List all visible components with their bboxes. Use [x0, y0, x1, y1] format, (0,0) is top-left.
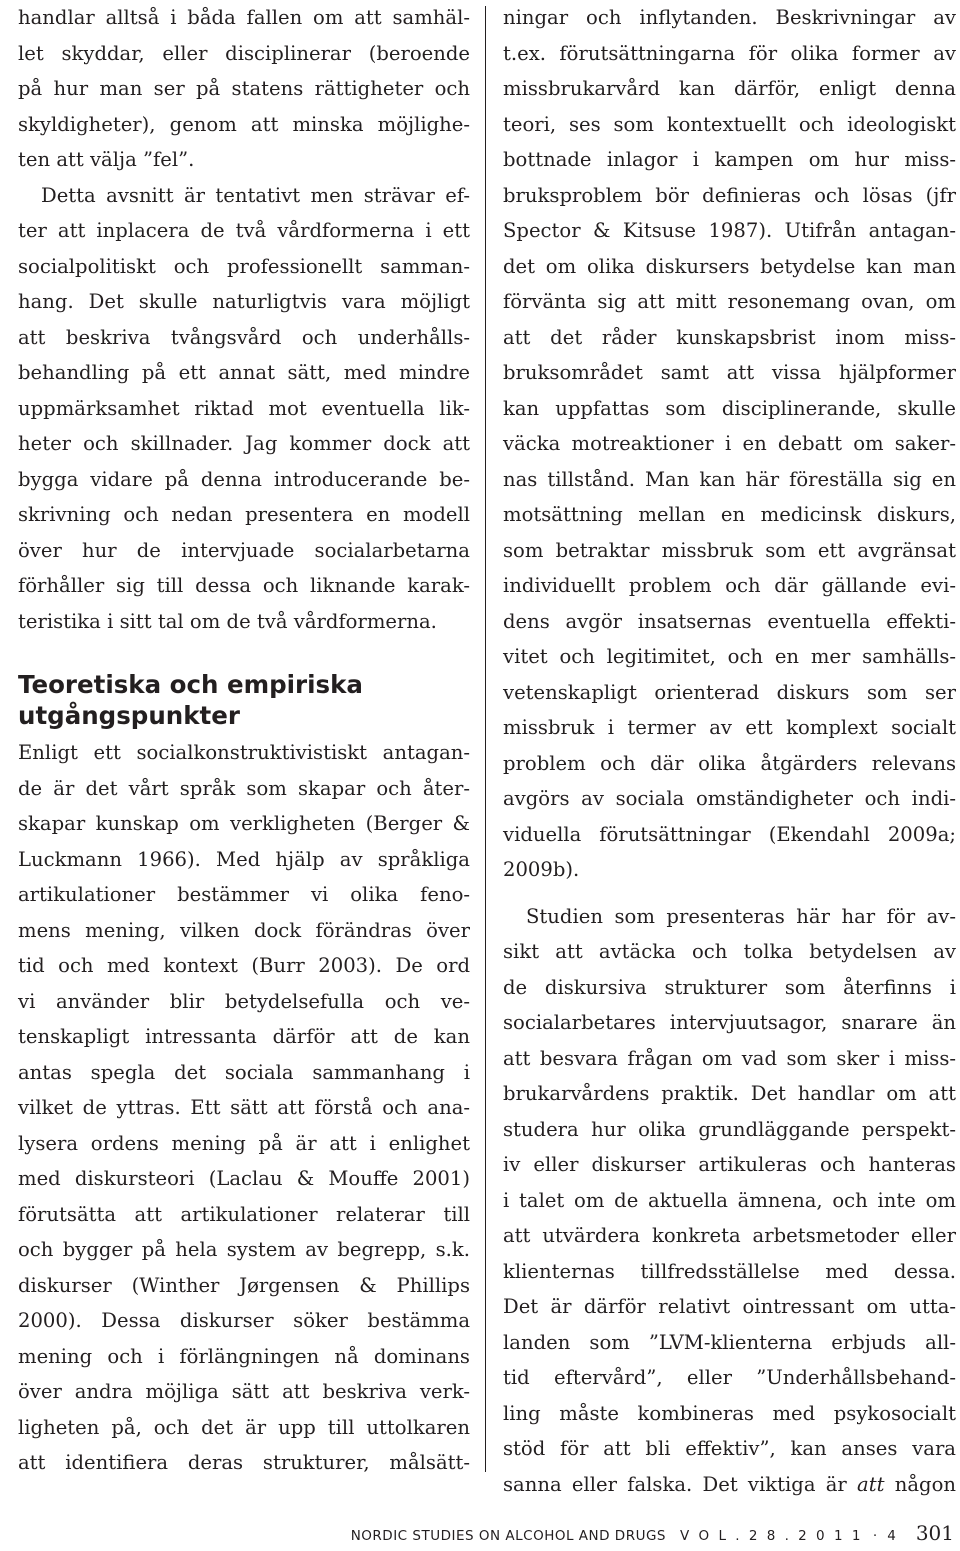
- text-line: sikt att avtäcka och tolka betydelsen av: [503, 940, 956, 963]
- journal-name: NORDIC STUDIES ON ALCOHOL AND DRUGS: [350, 1528, 666, 1544]
- last-line-before: sanna eller falska. Det viktiga är: [503, 1472, 858, 1496]
- right-column: [503, 0, 956, 1502]
- text-line: missbruk i termer av ett komplext socialt: [503, 716, 956, 739]
- text-line: Det är därför relativt ointressant om utta-: [503, 1295, 956, 1318]
- text-line: iv eller diskurser artikuleras och hanteras: [503, 1153, 956, 1176]
- text-line: teori, ses som kontextuellt och ideologiskt: [503, 112, 956, 136]
- text-line: vi använder blir betydelsefulla och ve-: [18, 989, 470, 1013]
- text-line: på hur man ser på statens rättigheter och: [18, 77, 470, 100]
- text-line: ter att inplacera de två vårdformerna i ett: [18, 219, 470, 242]
- text-line: bruksområdet samt att vissa hjälpformer: [503, 361, 956, 384]
- text-line: mening och i förlängningen nå dominans: [18, 1344, 470, 1368]
- last-line-after: någon: [884, 1472, 956, 1496]
- right-paragraph-1: [503, 0, 956, 888]
- section-heading: [18, 669, 470, 731]
- text-line: skyldigheter), genom att minska möjlighe-: [18, 112, 470, 136]
- text-line: att beskriva tvångsvård och underhålls-: [18, 325, 470, 349]
- text-line: missbrukarvård kan därför, enligt denna: [503, 77, 956, 100]
- text-line: stöd för att bli effektiv”, kan anses vara: [503, 1437, 956, 1460]
- text-line: bruksproblem bör definieras och lösas (jfr: [503, 183, 956, 207]
- text-line: vetenskapligt orienterad diskurs som ser: [503, 680, 956, 704]
- text-line: vilket de yttras. Ett sätt att förstå och ana-: [18, 1096, 470, 1119]
- text-line: t.ex. förutsättningarna för olika former av: [503, 41, 956, 65]
- text-line: socialpolitiskt och professionellt samman-: [18, 254, 470, 278]
- text-line: lysera ordens mening på är att i enlighet: [18, 1131, 470, 1155]
- text-line: väcka motreaktioner i en debatt om saker-: [503, 432, 956, 455]
- text-line: bottnade inlagor i kampen om hur miss-: [503, 148, 956, 171]
- text-line: tid och med kontext (Burr 2003). De ord: [18, 954, 470, 977]
- text-line: att besvara frågan om vad som sker i miss-: [503, 1046, 956, 1070]
- text-line: hang. Det skulle naturligtvis vara möjligt: [18, 290, 470, 313]
- section-heading-line: Teoretiska och empiriska: [18, 670, 363, 699]
- text-line: och bygger på hela system av begrepp, s.k.: [18, 1238, 470, 1261]
- text-line: vitet och legitimitet, och en mer samhälls-: [503, 645, 956, 668]
- text-line: 2000). Dessa diskurser söker bestämma: [18, 1309, 470, 1332]
- text-line: ten att välja ”fel”.: [18, 148, 195, 171]
- emphasis-word: att: [857, 1472, 885, 1496]
- text-line: att identifiera deras strukturer, målsätt-: [18, 1451, 470, 1474]
- text-line: ningar och inflytanden. Beskrivningar av: [503, 6, 956, 29]
- text-line: 2009b).: [503, 858, 580, 881]
- text-line: tid eftervård”, eller ”Underhållsbehand-: [503, 1366, 956, 1389]
- text-line: förutsätta att artikulationer relaterar till: [18, 1202, 470, 1226]
- text-line: antas spegla det sociala sammanhang i: [18, 1060, 470, 1084]
- page-number: 301: [915, 1521, 954, 1545]
- text-line: kan uppfattas som disciplinerande, skulle: [503, 396, 956, 420]
- left-paragraph-3: [18, 735, 470, 1481]
- text-line: över andra möjliga sätt att beskriva verk-: [18, 1380, 470, 1403]
- column-divider: [485, 6, 486, 1472]
- text-line: Detta avsnitt är tentativt men strävar ef-: [41, 183, 470, 207]
- issue-number: 4: [887, 1528, 896, 1544]
- text-line: let skyddar, eller disciplinerar (beroende: [18, 41, 470, 65]
- text-line: artikulationer bestämmer vi olika feno-: [18, 883, 470, 906]
- text-line: behandling på ett annat sätt, med mindre: [18, 361, 470, 384]
- right-paragraph-2: [503, 899, 956, 1467]
- text-line: ling måste kombineras med psykosocialt: [503, 1401, 956, 1425]
- text-line: att utvärdera konkreta arbetsmetoder eller: [503, 1224, 956, 1247]
- text-line: Spector & Kitsuse 1987). Utifrån antagan-: [503, 219, 956, 242]
- text-line: nas tillstånd. Man kan här föreställa sig en: [503, 467, 956, 491]
- text-line: bygga vidare på denna introducerande be-: [18, 467, 470, 491]
- text-line: förvänta sig att mitt resonemang ovan, om: [503, 290, 956, 313]
- text-line: förhåller sig till dessa och liknande karak-: [18, 574, 470, 597]
- text-line: att det råder kunskapsbrist inom miss-: [503, 325, 956, 349]
- text-line: brukarvårdens praktik. Det handlar om att: [503, 1082, 956, 1105]
- text-line: individuellt problem och där gällande evi-: [503, 574, 956, 597]
- page-footer: [351, 1521, 954, 1551]
- left-column: [18, 0, 470, 1481]
- text-line: Enligt ett socialkonstruktivistiskt antagan-: [18, 741, 470, 764]
- text-line: heter och skillnader. Jag kommer dock att: [18, 432, 470, 455]
- text-line: studera hur olika grundläggande perspekt-: [503, 1117, 956, 1141]
- section-heading-line: utgångspunkter: [18, 701, 240, 730]
- text-line: uppmärksamhet riktad mot eventuella lik-: [18, 396, 470, 420]
- text-line: över hur de intervjuade socialarbetarna: [18, 538, 470, 562]
- text-line: diskurser (Winther Jørgensen & Phillips: [18, 1273, 470, 1297]
- text-line: i talet om de aktuella ämnena, och inte om: [503, 1188, 956, 1212]
- text-line-last: [503, 1467, 956, 1503]
- text-line: med diskursteori (Laclau & Mouffe 2001): [18, 1167, 470, 1190]
- text-line: landen som ”LVM-klienterna erbjuds all-: [503, 1330, 956, 1354]
- text-line: Studien som presenteras här har för av-: [526, 904, 956, 928]
- text-line: det om olika diskursers betydelse kan man: [503, 254, 956, 278]
- text-line: skrivning och nedan presentera en modell: [18, 503, 470, 526]
- text-line: socialarbetares intervjuutsagor, snarare än: [503, 1011, 956, 1034]
- text-line: avgörs av sociala omständigheter och indi-: [503, 787, 956, 810]
- text-line: de diskursiva strukturer som återfinns i: [503, 975, 956, 999]
- text-line: handlar alltså i båda fallen om att samhäl-: [18, 6, 470, 29]
- text-line: som betraktar missbruk som ett avgränsat: [503, 538, 956, 562]
- text-line: de är det vårt språk som skapar och åter-: [18, 776, 470, 800]
- paragraph-gap: [503, 888, 956, 899]
- text-line: klienternas tillfredsställelse med dessa.: [503, 1259, 956, 1283]
- text-line: viduella förutsättningar (Ekendahl 2009a;: [503, 822, 956, 846]
- text-line: problem och där olika åtgärders relevans: [503, 751, 956, 775]
- left-paragraph-2: [18, 178, 470, 640]
- text-line: mens mening, vilken dock förändras över: [18, 918, 470, 942]
- text-line: Luckmann 1966). Med hjälp av språkliga: [18, 847, 470, 871]
- footer-separator: ·: [872, 1528, 878, 1544]
- left-paragraph-1: [18, 0, 470, 178]
- text-line: dens avgör insatsernas eventuella effekti-: [503, 609, 956, 633]
- text-line: teristika i sitt tal om de två vårdformerna.: [18, 609, 437, 633]
- volume-year: V O L . 2 8 . 2 0 1 1: [680, 1528, 863, 1544]
- text-line: skapar kunskap om verkligheten (Berger &: [18, 812, 470, 835]
- text-line: motsättning mellan en medicinsk diskurs,: [503, 503, 956, 526]
- text-line: tenskapligt intressanta därför att de kan: [18, 1025, 470, 1048]
- text-line: ligheten på, och det är upp till uttolkaren: [18, 1415, 470, 1439]
